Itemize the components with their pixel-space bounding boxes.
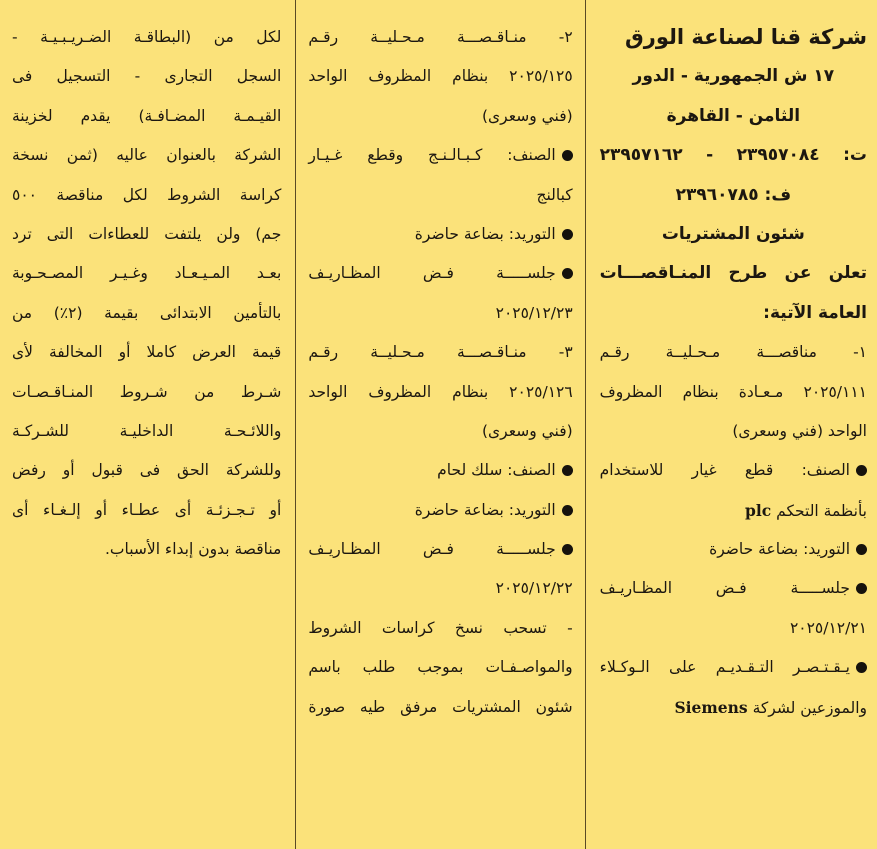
fax-number: ف: ٢٣٩٦٠٧٨٥ xyxy=(675,184,792,205)
conditions-text: كراسة الشروط لكل مناقصة ٥٠٠ xyxy=(12,185,282,204)
tender-3-title: ٣- منـاقـصـــة مـحـليــة رقـم xyxy=(308,343,573,362)
conditions-text: وللشركة الحق فى قبول أو رفض xyxy=(12,461,282,480)
tender-1-note: والموزعين لشركة Siemens xyxy=(674,697,867,717)
conditions-text: شئون المشتريات مرفق طيه صورة xyxy=(308,697,573,716)
bullet-icon xyxy=(856,544,867,555)
tender-3-title: (فني وسعرى) xyxy=(482,421,573,440)
column-divider xyxy=(295,0,296,849)
announcement-heading: تعلن عن طرح المنـاقصـــات xyxy=(599,263,867,284)
conditions-text: جم) ولن يلتفت للعطاءات التى ترد xyxy=(12,224,282,243)
tender-2-title: (فني وسعرى) xyxy=(482,106,573,125)
announcement-heading: العامة الآتية: xyxy=(763,302,867,323)
conditions-text: لكل من (البطاقـة الضـريـبـيـة - xyxy=(12,28,282,46)
tender-1-category: بأنظمة التحكم plc xyxy=(745,500,867,520)
bullet-icon xyxy=(856,465,867,476)
tender-1-note: يـقـتـصـر التـقـديـم على الـوكـلاء xyxy=(600,648,867,687)
tender-1-supply: التوريد: بضاعة حاضرة xyxy=(600,530,867,569)
column-divider xyxy=(585,0,586,849)
bullet-icon xyxy=(562,150,573,161)
tender-2-supply: التوريد: بضاعة حاضرة xyxy=(308,215,572,254)
conditions-text: مناقصة بدون إبداء الأسباب. xyxy=(104,540,282,559)
conditions-text: الشركة بالعنوان عاليه (ثمن نسخة xyxy=(12,146,282,165)
conditions-text: - تسحب نسخ كراسات الشروط xyxy=(308,618,573,637)
phone-numbers: ت: ٢٣٩٥٧٠٨٤ - ٢٣٩٥٧١٦٢ xyxy=(599,145,867,166)
tender-1-title: الواحد (فني وسعرى) xyxy=(732,421,867,440)
column-conditions xyxy=(0,0,295,849)
column-company-info xyxy=(586,0,877,849)
column-tenders xyxy=(296,0,584,849)
bullet-icon xyxy=(562,229,573,240)
bullet-icon xyxy=(856,583,867,594)
conditions-text: بالتأمين الابتدائى بقيمة (٢٪) من xyxy=(12,303,282,322)
tender-1-date: ٢٠٢٥/١٢/٢١ xyxy=(789,618,867,637)
conditions-text: والمواصـفـات بموجب طلب باسم xyxy=(308,658,573,677)
tender-3-session: جلســـــة فـض المظـاريـف xyxy=(308,530,572,569)
conditions-text: بعـد المـيـعـاد وغـيـر المصـحـوبة xyxy=(12,264,282,283)
conditions-text: واللائـحـة الداخليـة للشـركـة xyxy=(12,421,282,440)
conditions-text: القيـمـة المضـافـة) يقدم لخزينة xyxy=(12,106,282,125)
tender-3-supply: التوريد: بضاعة حاضرة xyxy=(308,491,572,530)
tender-2-session: جلســـــة فـض المظـاريـف xyxy=(308,254,572,293)
tender-2-title: ٢٠٢٥/١٢٥ بنظام المظروف الواحد xyxy=(308,67,573,86)
bullet-icon xyxy=(856,662,867,673)
tender-1-session: جلســـــة فـض المظـاريـف xyxy=(600,569,867,608)
tender-1-title: ١- مناقصـــة مـحـليــة رقـم xyxy=(599,343,867,362)
tender-1-category: الصنف: قطع غيار للاستخدام xyxy=(600,451,867,490)
address-line: ١٧ ش الجمهورية - الدور xyxy=(632,66,835,87)
tender-3-date: ٢٠٢٥/١٢/٢٢ xyxy=(495,579,573,598)
tender-3-category: الصنف: سلك لحام xyxy=(308,451,572,490)
tender-2-category: الصنف: كـبـالـنـج وقطع غـيـار xyxy=(308,136,572,175)
bullet-icon xyxy=(562,505,573,516)
bullet-icon xyxy=(562,544,573,555)
address-line: الثامن - القاهرة xyxy=(666,105,801,126)
conditions-text: شـرط من شـروط المنـاقـصـات xyxy=(12,382,282,401)
conditions-text: أو تـجـزئـة أى عطـاء أو إلـغـاء أى xyxy=(12,500,282,519)
tender-2-title: ٢- منـاقـصـــة مـحـليــة رقـم xyxy=(308,28,573,46)
conditions-text: قيمة العرض كاملا أو المخالفة لأى xyxy=(12,343,282,362)
bullet-icon xyxy=(562,465,573,476)
bullet-icon xyxy=(562,268,573,279)
department-name: شئون المشتريات xyxy=(661,223,805,244)
tender-2-category: كبالنج xyxy=(536,185,573,204)
tender-3-title: ٢٠٢٥/١٢٦ بنظام المظروف الواحد xyxy=(308,382,573,401)
tender-2-date: ٢٠٢٥/١٢/٢٣ xyxy=(495,303,573,322)
conditions-text: السجل التجارى - التسجيل فى xyxy=(12,67,282,86)
tender-1-title: ٢٠٢٥/١١١ مـعـادة بنظام المظروف xyxy=(599,382,867,401)
company-name: شركة قنا لصناعة الورق xyxy=(624,25,867,49)
